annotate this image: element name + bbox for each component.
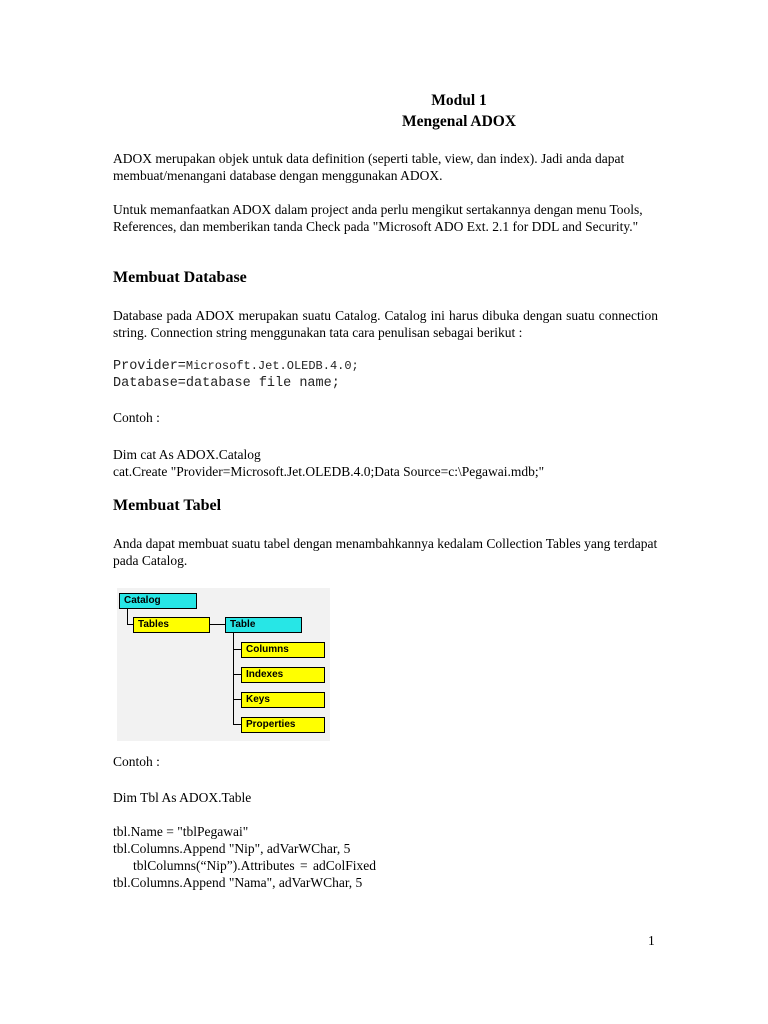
code-line-tbl-name: tbl.Name = "tblPegawai"	[113, 824, 249, 839]
page-title	[0, 90, 768, 132]
heading-membuat-database: Membuat Database	[113, 269, 247, 286]
connection-string-line-2: Database=database file name;	[113, 376, 340, 391]
diagram-connector	[210, 624, 225, 625]
intro-paragraph-1: ADOX merupakan objek untuk data definition (seperti table, view, dan index). Jadi anda dapat membuat/menangani database dengan menggunakan ADOX.	[113, 151, 625, 183]
diagram-connector	[233, 649, 241, 650]
diagram-node-table: Table	[225, 617, 302, 633]
diagram-node-keys: Keys	[241, 692, 325, 708]
diagram-node-tables: Tables	[133, 617, 210, 633]
diagram-node-columns: Columns	[241, 642, 325, 658]
diagram-node-properties: Properties	[241, 717, 325, 733]
page-number: 1	[648, 933, 655, 948]
code-line-append-nip: tbl.Columns.Append "Nip", adVarWChar, 5	[113, 841, 351, 856]
code-line-cat-create: cat.Create "Provider=Microsoft.Jet.OLEDB.4.0;Data Source=c:\Pegawai.mdb;"	[113, 464, 545, 479]
diagram-node-catalog: Catalog	[119, 593, 197, 609]
contoh-label-1: Contoh :	[113, 410, 160, 425]
title-line-1: Modul 1	[431, 92, 487, 109]
diagram-node-indexes: Indexes	[241, 667, 325, 683]
database-paragraph: Database pada ADOX merupakan suatu Catalog. Catalog ini harus dibuka dengan suatu connection string. Connection string menggunakan tata cara penulisan sebagai berikut :	[113, 308, 658, 340]
code-line-dim-tbl: Dim Tbl As ADOX.Table	[113, 790, 252, 805]
connection-string-line-1	[113, 358, 359, 375]
intro-paragraph-2: Untuk memanfaatkan ADOX dalam project anda perlu mengikut sertakannya dengan menu Tools, References, dan memberikan tanda Check pada "Microsoft ADO Ext. 2.1 for DDL and Security."	[113, 202, 643, 234]
tabel-paragraph: Anda dapat membuat suatu tabel dengan menambahkannya kedalam Collection Tables yang terdapat pada Catalog.	[113, 536, 658, 568]
diagram-connector	[233, 674, 241, 675]
adox-object-model-diagram	[117, 588, 330, 741]
code-line-append-nama: tbl.Columns.Append "Nama", adVarWChar, 5	[113, 875, 363, 890]
connection-provider-key: Provider=	[113, 359, 186, 374]
contoh-label-2: Contoh :	[113, 754, 160, 769]
diagram-connector	[233, 699, 241, 700]
connection-provider-value: Microsoft.Jet.OLEDB.4.0;	[185, 359, 359, 373]
heading-membuat-tabel: Membuat Tabel	[113, 497, 222, 514]
code-line-nip-attributes: tblColumns(“Nip”).Attributes = adColFixed	[133, 858, 376, 873]
title-line-2: Mengenal ADOX	[401, 113, 517, 130]
diagram-connector	[233, 724, 241, 725]
diagram-connector	[233, 633, 234, 725]
diagram-connector	[127, 609, 128, 625]
code-line-dim-cat: Dim cat As ADOX.Catalog	[113, 447, 261, 462]
